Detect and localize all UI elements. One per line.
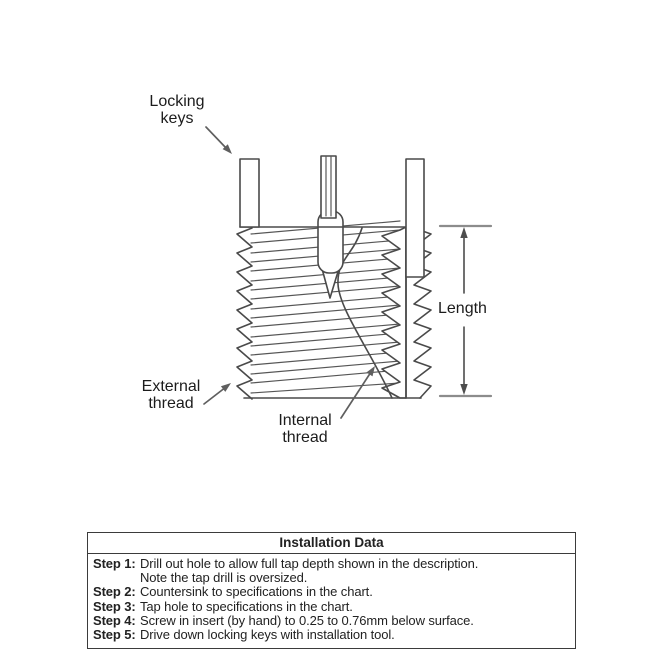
right-locking-key <box>406 159 424 277</box>
step-text: Screw in insert (by hand) to 0.25 to 0.76mm below surface. <box>140 612 474 628</box>
step-label: Step 5: <box>93 627 136 643</box>
step-note: Note the tap drill is oversized. <box>140 570 308 586</box>
step-row <box>93 585 571 599</box>
step-text: Countersink to specifications in the chart. <box>140 584 373 600</box>
step-row <box>93 557 571 585</box>
step-label: Step 4: <box>93 612 136 628</box>
step-text: Drill out hole to allow full tap depth shown in the description. <box>140 556 479 571</box>
step-row <box>93 628 571 642</box>
step-label: Step 2: <box>93 584 136 600</box>
installation-table-title: Installation Data <box>88 533 575 554</box>
step-text: Drive down locking keys with installation tool. <box>140 627 395 643</box>
length-arrow-up <box>460 227 467 238</box>
step-text: Tap hole to specifications in the chart. <box>140 598 353 614</box>
internal-thread-label: Internal thread <box>278 412 332 446</box>
center-locking-key <box>321 156 336 218</box>
locking-keys-label: Locking keys <box>149 93 205 127</box>
length-arrow-down <box>460 384 467 395</box>
step-label: Step 3: <box>93 598 136 614</box>
external-thread-profile <box>237 228 252 399</box>
center-key-blade <box>318 211 343 273</box>
locking-keys-leader <box>206 127 232 154</box>
internal-thread-profile <box>382 227 406 398</box>
step-row <box>93 614 571 628</box>
installation-steps <box>88 554 575 648</box>
length-label: Length <box>438 300 487 317</box>
left-locking-key <box>240 159 259 227</box>
external-thread-label: External thread <box>141 378 201 412</box>
step-row <box>93 600 571 614</box>
step-label: Step 1: <box>93 556 136 571</box>
installation-data-table <box>87 532 576 649</box>
